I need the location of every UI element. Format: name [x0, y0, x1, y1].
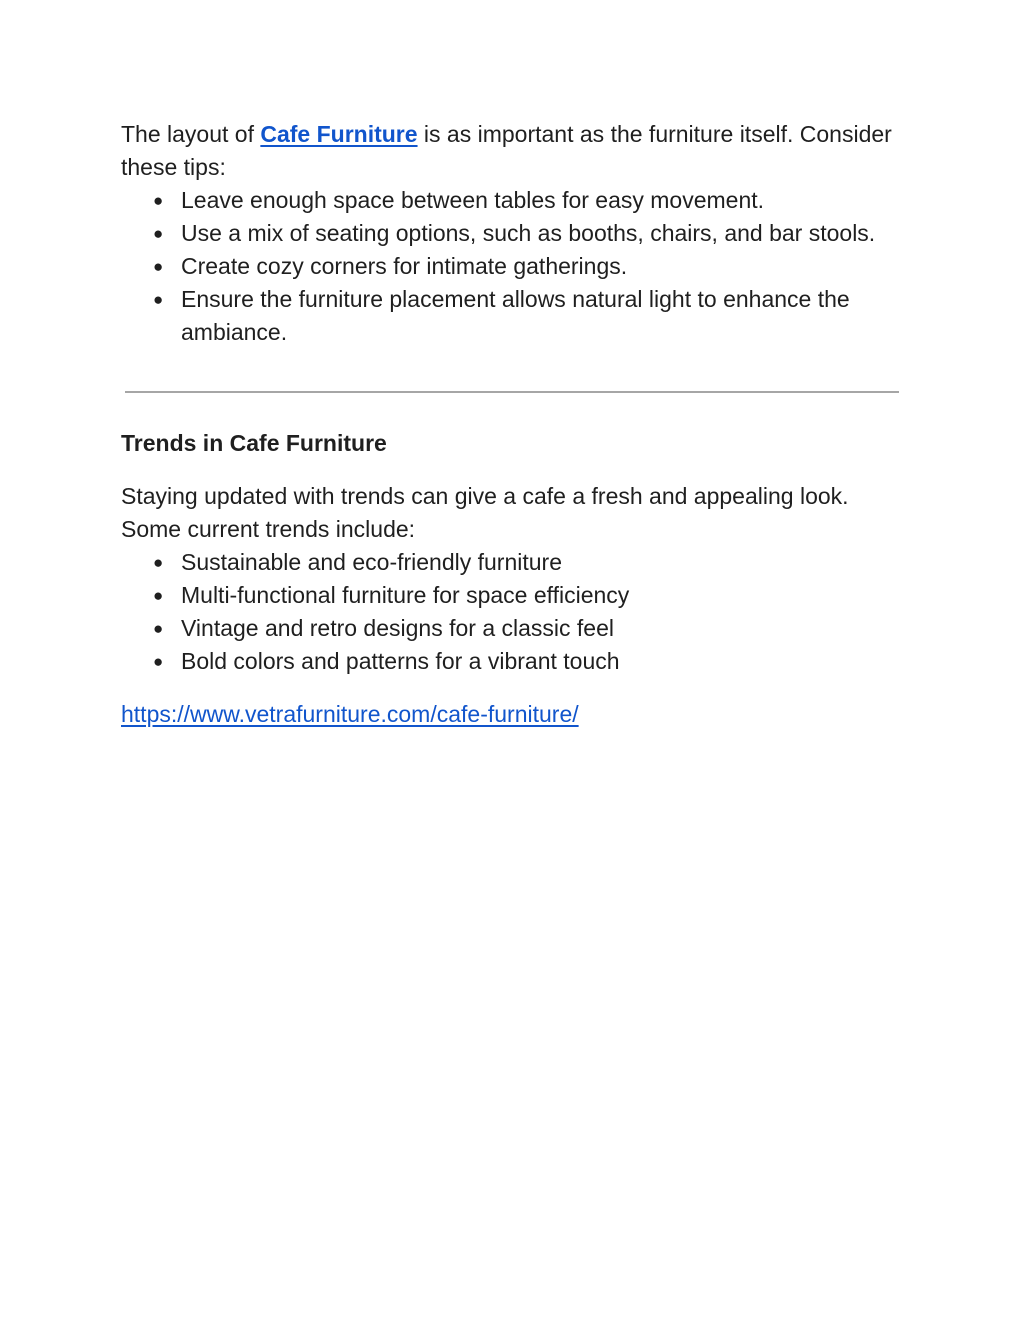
trends-intro-paragraph: Staying updated with trends can give a cafe a fresh and appealing look. Some current trends include:: [121, 483, 849, 542]
bullet-icon: ●: [153, 586, 164, 605]
list-item: [121, 579, 901, 612]
list-item: [121, 546, 901, 579]
trends-list: [121, 546, 901, 678]
list-item: [121, 217, 901, 250]
list-item-text: Create cozy corners for intimate gatherings.: [181, 253, 628, 279]
bullet-icon: ●: [153, 191, 164, 210]
cafe-furniture-link[interactable]: Cafe Furniture: [260, 121, 418, 147]
bullet-icon: ●: [153, 224, 164, 243]
bullet-icon: ●: [153, 257, 164, 276]
trends-heading: Trends in Cafe Furniture: [121, 430, 387, 456]
bullet-icon: ●: [153, 553, 164, 572]
layout-intro-paragraph: [121, 118, 901, 184]
list-item-text: Use a mix of seating options, such as booths, chairs, and bar stools.: [181, 220, 876, 246]
horizontal-divider: [125, 391, 899, 393]
list-item: [121, 645, 901, 678]
list-item: [121, 612, 901, 645]
layout-tips-list: [121, 184, 901, 349]
list-item: [121, 283, 901, 349]
document-page: [121, 118, 901, 731]
layout-intro-continuation: is as important as the furniture itself. Consider these tips:: [121, 121, 892, 180]
list-item: [121, 184, 901, 217]
list-item-text: Leave enough space between tables for easy movement.: [181, 187, 765, 213]
list-item-text: Bold colors and patterns for a vibrant touch: [181, 648, 620, 674]
bullet-icon: ●: [153, 290, 164, 309]
bullet-icon: ●: [153, 652, 164, 671]
list-item-text: Sustainable and eco-friendly furniture: [181, 549, 563, 575]
list-item-text: Multi-functional furniture for space efficiency: [181, 582, 630, 608]
bullet-icon: ●: [153, 619, 164, 638]
vetrafurniture-url-link[interactable]: https://www.vetrafurniture.com/cafe-furniture/: [121, 701, 579, 727]
list-item-text: Vintage and retro designs for a classic feel: [181, 615, 614, 641]
list-item-text: Ensure the furniture placement allows natural light to enhance the ambiance.: [181, 286, 850, 345]
list-item: [121, 250, 901, 283]
layout-intro-text: The layout of: [121, 121, 261, 147]
